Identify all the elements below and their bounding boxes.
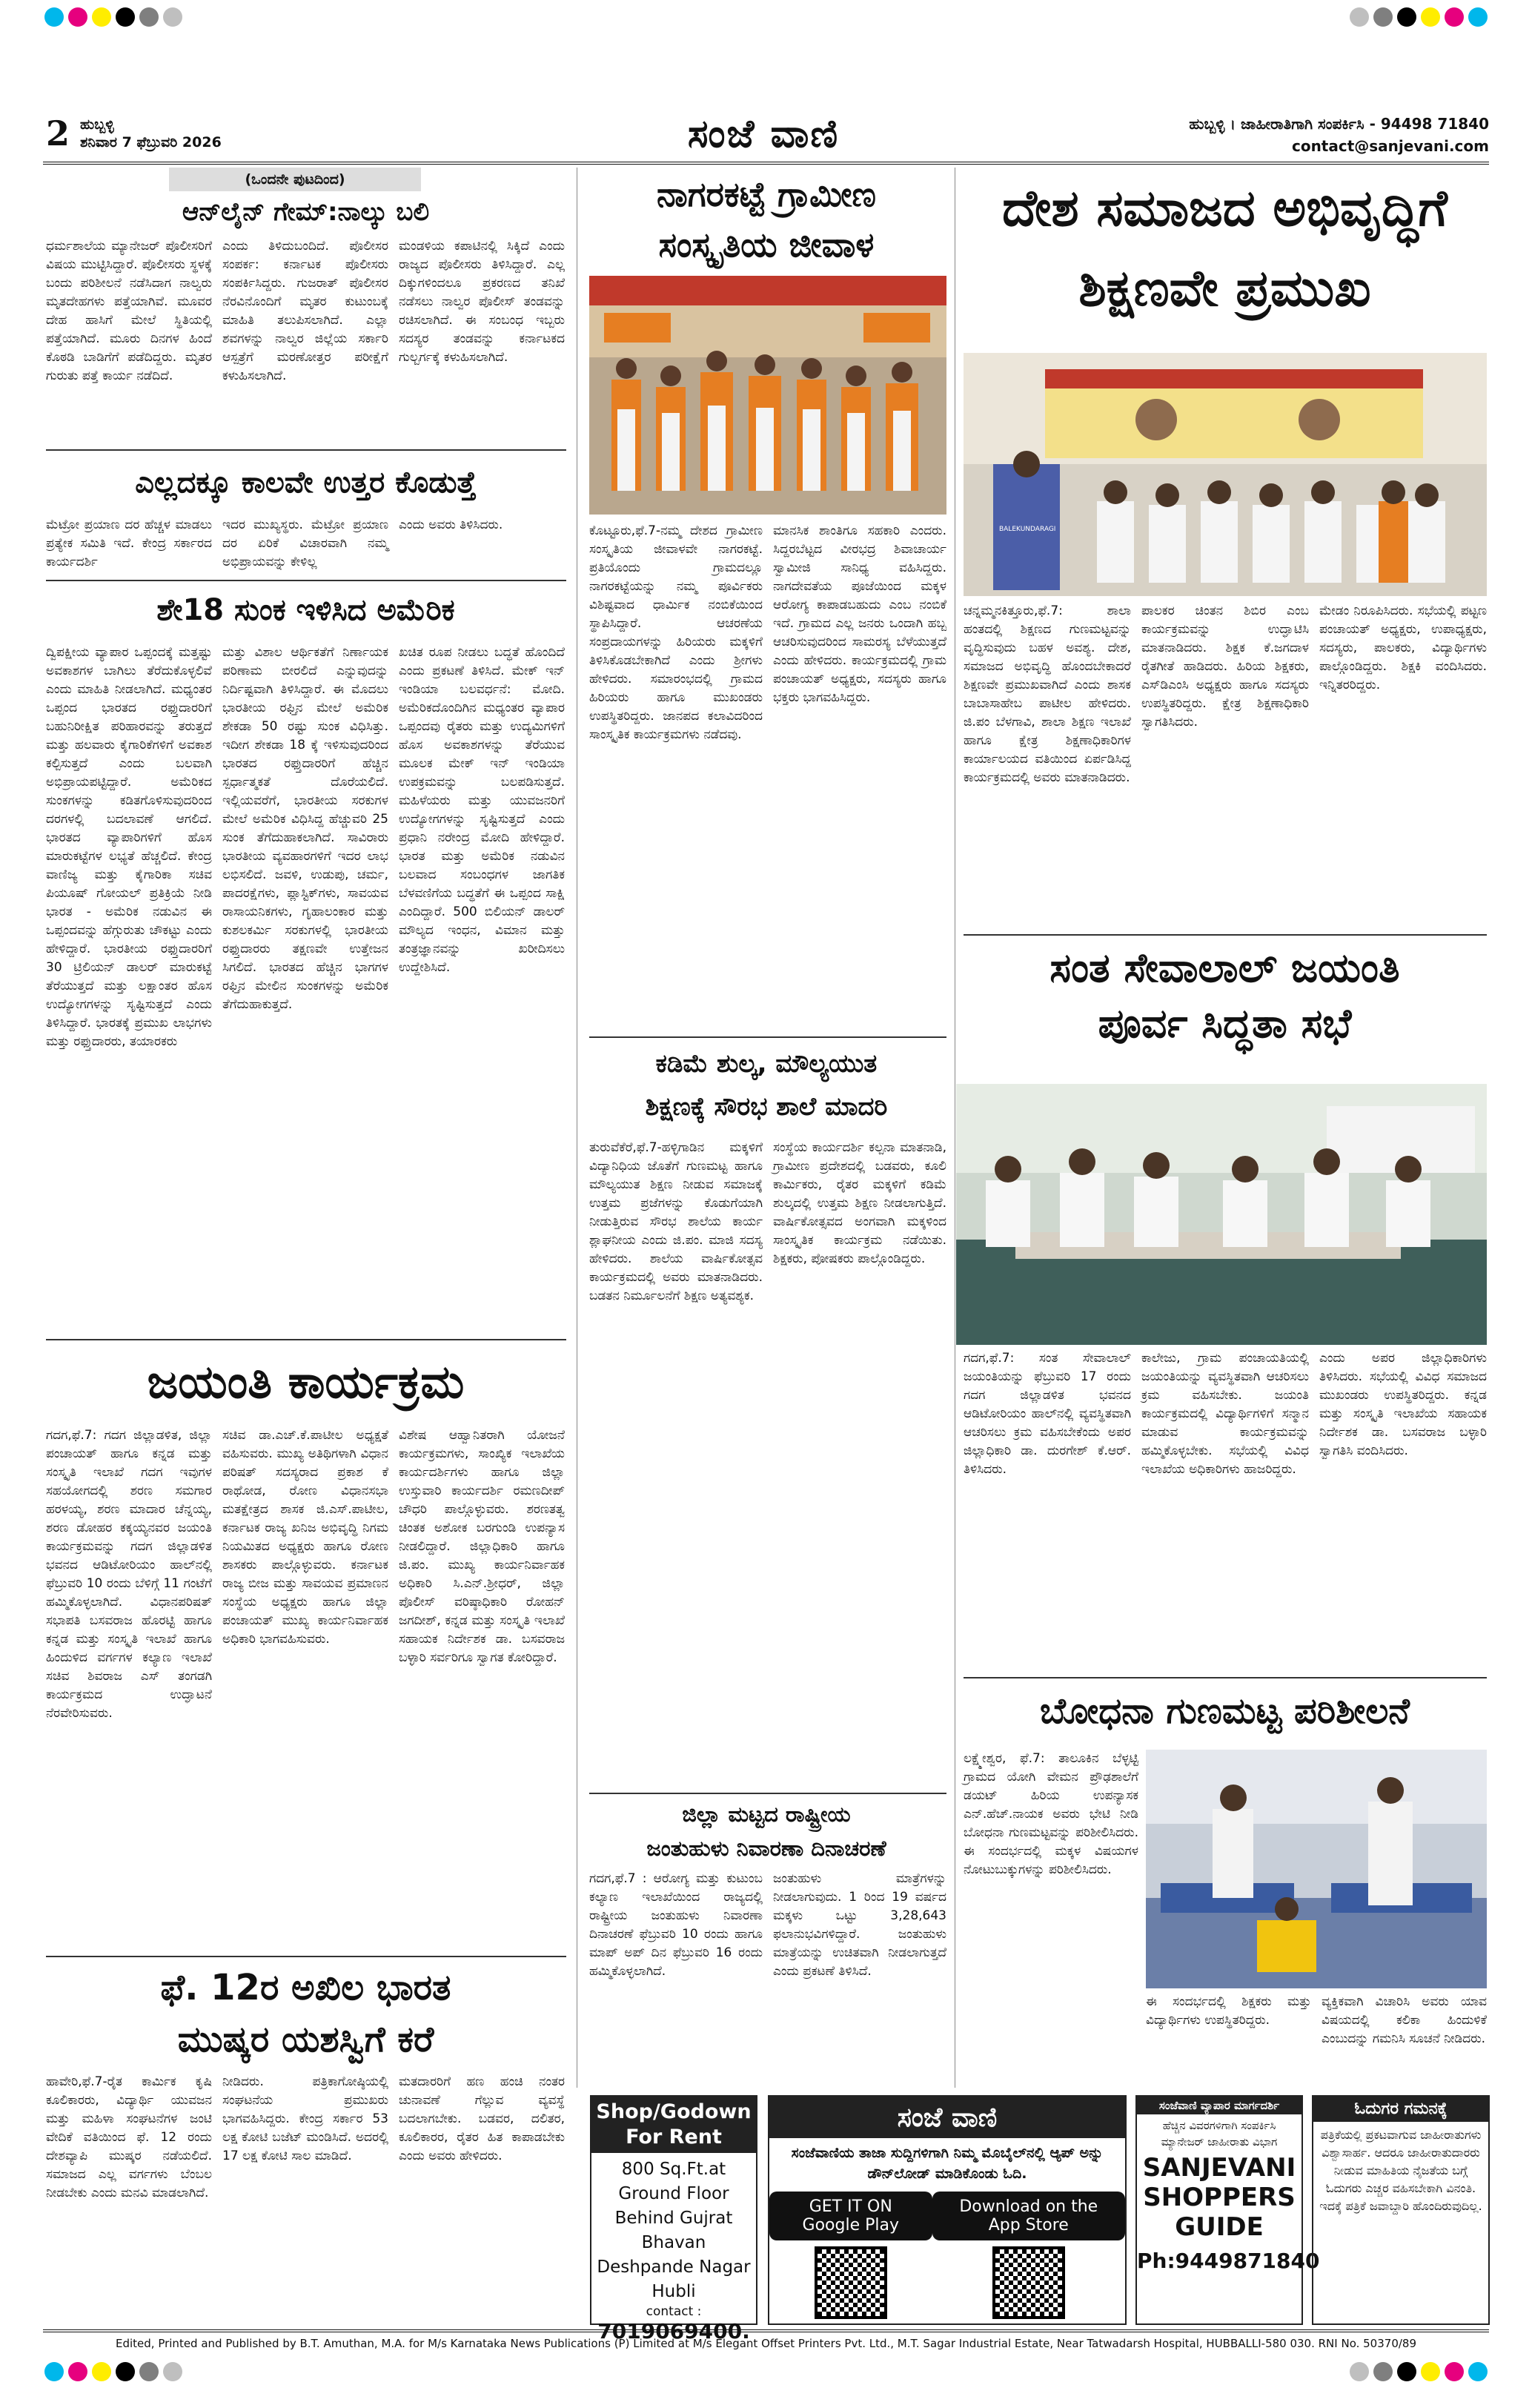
ad-shop-title: Shop/Godown For Rent [591,2097,756,2153]
article-column: ಎಂದು ಅವರು ತಿಳಿಸಿದರು. [399,517,503,532]
registration-marks-left [44,7,182,27]
ad-app-text: ಸಂಜೆವಾಣಿಯ ತಾಜಾ ಸುದ್ದಿಗಳಿಗಾಗಿ ನಿಮ್ಮ ಮೊಬೈಲ್‌ನಲ್ಲಿ ಆ್ಯಪ್ ಅನ್ನು ಡೌನ್‌ಲೋಡ್ ಮಾಡಿಕೊಂಡು ಓದಿ. [791,2145,1104,2182]
header-email[interactable]: contact@sanjevani.com [1291,137,1489,155]
headline-line: ಶಿಕ್ಷಣವೇ ಪ್ರಮುಖ [1078,259,1371,318]
header-city: ಹುಬ್ಬಳ್ಳಿ [80,116,114,133]
ad-readers-notice [1312,2095,1490,2325]
ad-app-download [768,2095,1127,2325]
ad-shoppers-title: SANJEVANI SHOPPERS GUIDE [1142,2153,1296,2242]
article-column: ಗದಗ,ಫೆ.7: ಗದಗ ಜಿಲ್ಲಾಡಳಿತ, ಜಿಲ್ಲಾ ಪಂಚಾಯತ್ ಹಾಗೂ ಕನ್ನಡ ಮತ್ತು ಸಂಸ್ಕೃತಿ ಇಲಾಖೆ ಗದಗ ಇವುಗಳ ಸಹಯೋಗದಲ್ಲಿ ಶರಣ ಸಮಗಾರ ಹರಳಯ್ಯ, ಶರಣ ಮಾದಾರ ಚೆನ್ನಯ್ಯ, ಶರಣ ಡೋಹರ ಕಕ್ಕಯ್ಯನವರ ಜಯಂತಿ ಕಾರ್ಯಕ್ರಮವನ್ನು ಗದಗ ಜಿಲ್ಲಾಡಳಿತ ಭವನದ ಆಡಿಟೋರಿಯಂ ಹಾಲ್‌ನಲ್ಲಿ ಫೆಬ್ರುವರಿ 10 ರಂದು ಬೆಳಿಗ್ಗೆ 11 ಗಂಟೆಗೆ ಹಮ್ಮಿಕೊಳ್ಳಲಾಗಿದೆ. ವಿಧಾನಪರಿಷತ್ ಸಭಾಪತಿ ಬಸವರಾಜ ಹೊರಟ್ಟಿ ಹಾಗೂ ಕನ್ನಡ ಮತ್ತು ಸಂಸ್ಕೃತಿ ಇಲಾಖೆ ಹಾಗೂ ಹಿಂದುಳಿದ ವರ್ಗಗಳ ಕಲ್ಯಾಣ ಇಲಾಖೆ ಸಚಿವ ಶಿವರಾಜ ಎಸ್ ತಂಗಡಗಿ ಕಾರ್ಯಕ್ರಮದ ಉದ್ಘಾಟನೆ ನೆರವೇರಿಸುವರು. [46,1428,212,1721]
article-separator [46,449,566,451]
article-column: ಧರ್ಮಶಾಲೆಯ ಮ್ಯಾನೇಜರ್ ಪೊಲೀಸರಿಗೆ ವಿಷಯ ಮುಟ್ಟಿಸಿದ್ದಾರೆ. ಪೊಲೀಸರು ಸ್ಥಳಕ್ಕೆ ಬಂದು ಪರಿಶೀಲನೆ ನಡೆಸಿದಾಗ ನಾಲ್ವರು ಮೃತದೇಹಗಳು ಪತ್ತೆಯಾಗಿವೆ. ಮೂವರ ದೇಹ ಹಾಸಿಗೆ ಮೇಲೆ ಸ್ಥಿತಿಯಲ್ಲಿ ಪತ್ತೆಯಾಗಿದೆ. ಮೂರು ದಿನಗಳ ಹಿಂದೆ ಕೊಠಡಿ ಬಾಡಿಗೆಗೆ ಪಡೆದಿದ್ದರು. ಮೃತರ ಗುರುತು ಪತ್ತೆ ಕಾರ್ಯ ನಡೆದಿದೆ. [46,239,212,383]
google-play-badge[interactable]: GET IT ON Google Play [769,2192,932,2240]
ad-shop-for-rent [590,2095,757,2344]
article-column: ಖಚಿತ ರೂಪ ನೀಡಲು ಬದ್ಧತೆ ಹೊಂದಿದೆ ಎಂದು ಪ್ರಕಟಣೆ ತಿಳಿಸಿದೆ. ಮೇಕ್ ಇನ್ ಇಂಡಿಯಾ ಬಲವರ್ಧನೆ: ಮೋದಿ. ಅಮೆರಿಕದೊಂದಿಗಿನ ಮಧ್ಯಂತರ ವ್ಯಾಪಾರ ಒಪ್ಪಂದವು ರೈತರು ಮತ್ತು ಉದ್ಯಮಿಗಳಿಗೆ ಹೊಸ ಅವಕಾಶಗಳನ್ನು ತೆರೆಯುವ ಮೂಲಕ ಮೇಕ್ ಇನ್ ಇಂಡಿಯಾ ಉಪಕ್ರಮವನ್ನು ಬಲಪಡಿಸುತ್ತದೆ. ಮಹಿಳೆಯರು ಮತ್ತು ಯುವಜನರಿಗೆ ಉದ್ಯೋಗಗಳನ್ನು ಸೃಷ್ಟಿಸುತ್ತದೆ ಎಂದು ಪ್ರಧಾನಿ ನರೇಂದ್ರ ಮೋದಿ ಹೇಳಿದ್ದಾರೆ. ಭಾರತ ಮತ್ತು ಅಮೆರಿಕ ನಡುವಿನ ಬಲವಾದ ಸಂಬಂಧಗಳ ಜಾಗತಿಕ ಬೆಳವಣಿಗೆಯ ಬದ್ಧತೆಗೆ ಈ ಒಪ್ಪಂದ ಸಾಕ್ಷಿ ಎಂದಿದ್ದಾರೆ. 500 ಬಿಲಿಯನ್ ಡಾಲರ್ ಮೌಲ್ಯದ ಇಂಧನ, ವಿಮಾನ ಮತ್ತು ತಂತ್ರಜ್ಞಾನವನ್ನು ಖರೀದಿಸಲು ಉದ್ದೇಶಿಸಿದೆ. [399,645,565,975]
headline-tariff-cut: ಶೇ18 ಸುಂಕ ಇಳಿಸಿದ ಅಮೆರಿಕ [156,593,455,627]
headline-jayanti-program: ಜಯಂತಿ ಕಾರ್ಯಕ್ರಮ [147,1354,465,1409]
ad-shoppers-guide [1135,2095,1320,2325]
headline-strike-call [44,1962,567,2065]
qr-code-icon [992,2246,1065,2319]
article-column: ತುರುವೆಕೆರೆ,ಫೆ.7-ಹಳ್ಳಿಗಾಡಿನ ಮಕ್ಕಳಿಗೆ ವಿದ್ಯಾನಿಧಿಯ ಜೊತೆಗೆ ಗುಣಮಟ್ಟ ಹಾಗೂ ಮೌಲ್ಯಯುತ ಶಿಕ್ಷಣ ನೀಡುವ ಸಮಾಜಕ್ಕೆ ಉತ್ತಮ ಪ್ರಜೆಗಳನ್ನು ಕೊಡುಗೆಯಾಗಿ ನೀಡುತ್ತಿರುವ ಸೌರಭ ಶಾಲೆಯ ಕಾರ್ಯ ಶ್ಲಾಘನೀಯ ಎಂದು ಜಿ.ಪಂ. ಮಾಜಿ ಸದಸ್ಯ ಹೇಳಿದರು. ಶಾಲೆಯ ವಾರ್ಷಿಕೋತ್ಸವ ಕಾರ್ಯಕ್ರಮದಲ್ಲಿ ಅವರು ಮಾತನಾಡಿದರು. ಬಡತನ ನಿರ್ಮೂಲನೆಗೆ ಶಿಕ್ಷಣ ಅತ್ಯವಶ್ಯಕ. [589,1140,763,1303]
header-rule [43,162,1489,165]
article-separator [589,1036,946,1038]
article-saurabha-school [589,1139,946,1788]
headline-time-answers: ಎಲ್ಲದಕ್ಕೂ ಕಾಲವೇ ಉತ್ತರ ಕೊಡುತ್ತೆ [135,466,477,500]
headline-line: ನಾಗರಕಟ್ಟೆ ಗ್ರಾಮೀಣ [656,174,877,214]
article-time-answers [46,516,565,572]
article-sevalal-jayanti [964,1349,1487,1676]
article-column: ಮಾನಸಿಕ ಶಾಂತಿಗೂ ಸಹಕಾರಿ ಎಂದರು. ಸಿದ್ದರಬೆಟ್ಟದ ವೀರಭದ್ರ ಶಿವಾಚಾರ್ಯ ಸ್ವಾಮೀಜಿ ಸಾನಿಧ್ಯ ವಹಿಸಿದ್ದರು. ನಾಗದೇವತೆಯ ಪೂಜೆಯಿಂದ ಮಕ್ಕಳ ಆರೋಗ್ಯ ಕಾಪಾಡಬಹುದು ಎಂಬ ನಂಬಿಕೆ ಇದೆ. ಗ್ರಾಮದ ಎಲ್ಲ ಜನರು ಒಂದಾಗಿ ಹಬ್ಬ ಆಚರಿಸುವುದರಿಂದ ಸಾಮರಸ್ಯ ಬೆಳೆಯುತ್ತದೆ ಎಂದು ಹೇಳಿದರು. ಕಾರ್ಯಕ್ರಮದಲ್ಲಿ ಗ್ರಾಮ ಪಂಚಾಯತ್ ಅಧ್ಯಕ್ಷರು, ಸದಸ್ಯರು ಹಾಗೂ ಭಕ್ತರು ಭಾಗವಹಿಸಿದ್ದರು. [773,523,946,705]
article-column: ದ್ವಿಪಕ್ಷೀಯ ವ್ಯಾಪಾರ ಒಪ್ಪಂದಕ್ಕೆ ಮತ್ತಷ್ಟು ಅವಕಾಶಗಳ ಬಾಗಿಲು ತೆರೆದುಕೊಳ್ಳಲಿವೆ ಎಂದು ಮಾಹಿತಿ ನೀಡಲಾಗಿದೆ. ಮಧ್ಯಂತರ ಒಪ್ಪಂದ ಭಾರತದ ರಫ್ತುದಾರರಿಗೆ ಬಹುನಿರೀಕ್ಷಿತ ಪರಿಹಾರವನ್ನು ತರುತ್ತದೆ ಮತ್ತು ಹಲವಾರು ಕೈಗಾರಿಕೆಗಳಿಗೆ ಅವಕಾಶ ಕಲ್ಪಿಸುತ್ತದೆ ಎಂದು ಬಲವಾಗಿ ಅಭಿಪ್ರಾಯಪಟ್ಟಿದ್ದಾರೆ. ಅಮೆರಿಕದ ಸುಂಕಗಳನ್ನು ಕಡಿತಗೊಳಿಸುವುದರಿಂದ ದರಗಳಲ್ಲಿ ಬದಲಾವಣೆ ಆಗಲಿದೆ. ಭಾರತದ ವ್ಯಾಪಾರಿಗಳಿಗೆ ಹೊಸ ಮಾರುಕಟ್ಟೆಗಳ ಲಭ್ಯತೆ ಹೆಚ್ಚಲಿದೆ. ಕೇಂದ್ರ ವಾಣಿಜ್ಯ ಮತ್ತು ಕೈಗಾರಿಕಾ ಸಚಿವ ಪಿಯೂಷ್ ಗೋಯಲ್ ಪ್ರತಿಕ್ರಿಯೆ ನೀಡಿ ಭಾರತ - ಅಮೆರಿಕ ನಡುವಿನ ಈ ಒಪ್ಪಂದವನ್ನು ಹೆಗ್ಗುರುತು ಚೌಕಟ್ಟು ಎಂದು ಹೇಳಿದ್ದಾರೆ. ಭಾರತೀಯ ರಫ್ತುದಾರರಿಗೆ 30 ಟ್ರಿಲಿಯನ್ ಡಾಲರ್ ಮಾರುಕಟ್ಟೆ ತೆರೆಯುತ್ತದೆ ಮತ್ತು ಲಕ್ಷಾಂತರ ಹೊಸ ಉದ್ಯೋಗಗಳನ್ನು ಸೃಷ್ಟಿಸುತ್ತದೆ ಎಂದು ತಿಳಿಸಿದ್ದಾರೆ. ಭಾರತಕ್ಕೆ ಪ್ರಮುಖ ಲಾಭಗಳು ಮತ್ತು ರಫ್ತುದಾರರು, ತಯಾರಕರು [46,645,212,1049]
ad-shop-phone[interactable]: 7019069400. [597,2319,750,2344]
headline-line: ಜಂತುಹುಳು ನಿವಾರಣಾ ದಿನಾಚರಣೆ [646,1836,886,1861]
ad-shop-contact-label: contact : [646,2304,702,2319]
article-nagarakatte [589,522,946,1019]
article-column: ಮೇಡಂ ನಿರೂಪಿಸಿದರು. ಸಭೆಯಲ್ಲಿ ಪಟ್ಟಣ ಪಂಚಾಯತ್ ಅಧ್ಯಕ್ಷರು, ಉಪಾಧ್ಯಕ್ಷರು, ಸದಸ್ಯರು, ಪಾಲಕರು, ವಿದ್ಯಾರ್ಥಿಗಳು ಪಾಲ್ಗೊಂಡಿದ್ದರು. ಶಿಕ್ಷಕಿ ವಂದಿಸಿದರು. ಇನ್ನಿತರರಿದ್ದರು. [1319,603,1487,692]
article-separator [964,1677,1487,1678]
qr-code-icon [815,2246,887,2319]
article-column: ಗದಗ,ಫೆ.7: ಸಂತ ಸೇವಾಲಾಲ್ ಜಯಂತಿಯನ್ನು ಫೆಬ್ರುವರಿ 17 ರಂದು ಗದಗ ಜಿಲ್ಲಾಡಳಿತ ಭವನದ ಆಡಿಟೋರಿಯಂ ಹಾಲ್‌ನಲ್ಲಿ ವ್ಯವಸ್ಥಿತವಾಗಿ ಆಚರಿಸಲು ಕ್ರಮ ವಹಿಸಬೇಕೆಂದು ಅಪರ ಜಿಲ್ಲಾಧಿಕಾರಿ ಡಾ. ದುರಗೇಶ್ ಕೆ.ಆರ್. ತಿಳಿಸಿದರು. [964,1351,1131,1477]
article-column: ಹಾವೇರಿ,ಫೆ.7-ರೈತ ಕಾರ್ಮಿಕ ಕೃಷಿ ಕೂಲಿಕಾರರು, ವಿದ್ಯಾರ್ಥಿ ಯುವಜನ ಮತ್ತು ಮಹಿಳಾ ಸಂಘಟನೆಗಳ ಜಂಟಿ ವೇದಿಕೆ ವತಿಯಿಂದ ಫೆ. 12 ರಂದು ದೇಶವ್ಯಾಪಿ ಮುಷ್ಕರ ನಡೆಯಲಿದೆ. ಸಮಾಜದ ಎಲ್ಲ ವರ್ಗಗಳು ಬೆಂಬಲ ನೀಡಬೇಕು ಎಂದು ಮನವಿ ಮಾಡಲಾಗಿದೆ. [46,2074,212,2200]
headline-sevalal-jayanti [964,940,1486,1051]
headline-line: ಜಿಲ್ಲಾ ಮಟ್ಟದ ರಾಷ್ಟ್ರೀಯ [682,1802,851,1827]
page-header-left [46,111,222,156]
article-separator [46,580,566,581]
article-separator [46,1339,566,1340]
headline-online-game: ಆನ್‌ಲೈನ್ ಗೇಮ್:ನಾಲ್ಕು ಬಲಿ [182,197,430,227]
app-store-badge[interactable]: Download on the App Store [932,2192,1125,2240]
article-column: ಲಕ್ಷ್ಮೇಶ್ವರ, ಫೆ.7: ತಾಲೂಕಿನ ಬೆಳ್ಳಟ್ಟಿ ಗ್ರಾಮದ ಯೋಗಿ ವೇಮನ ಪ್ರೌಢಶಾಲೆಗೆ ಡಯಟ್ ಹಿರಿಯ ಉಪನ್ಯಾಸಕ ಎನ್.ಹೆಚ್.ನಾಯಕ ಅವರು ಭೇಟಿ ನೀಡಿ ಬೋಧನಾ ಗುಣಮಟ್ಟವನ್ನು ಪರಿಶೀಲಿಸಿದರು. ಈ ಸಂದರ್ಭದಲ್ಲಿ ಮಕ್ಕಳ ವಿಷಯಗಳ ನೋಟುಬುಕ್ಕುಗಳನ್ನು ಪರಿಶೀಲಿಸಿದರು. [964,1751,1138,1877]
article-teaching-quality [964,1750,1138,1987]
article-strike-call [46,2073,565,2303]
article-separator [46,1956,566,1957]
article-column: ಮೆಟ್ರೋ ಪ್ರಯಾಣ ದರ ಹೆಚ್ಚಳ ಮಾಡಲು ಪ್ರತ್ಯೇಕ ಸಮಿತಿ ಇದೆ. ಕೇಂದ್ರ ಸರ್ಕಾರದ ಕಾರ್ಯದರ್ಶಿ [46,517,212,569]
page-header-right [1189,113,1489,157]
headline-line: ಸಂತ ಸೇವಾಲಾಲ್ ಜಯಂತಿ [1049,945,1400,991]
meeting-photo-sevalal [956,1084,1487,1345]
article-column: ಸಂಸ್ಥೆಯ ಕಾರ್ಯದರ್ಶಿ ಕಲ್ಪನಾ ಮಾತನಾಡಿ, ಗ್ರಾಮೀಣ ಪ್ರದೇಶದಲ್ಲಿ ಬಡವರು, ಕೂಲಿ ಕಾರ್ಮಿಕರು, ರೈತರ ಮಕ್ಕಳಿಗೆ ಕಡಿಮೆ ಶುಲ್ಕದಲ್ಲಿ ಉತ್ತಮ ಶಿಕ್ಷಣ ನೀಡಲಾಗುತ್ತಿದೆ. ವಾರ್ಷಿಕೋತ್ಸವದ ಅಂಗವಾಗಿ ಮಕ್ಕಳಿಂದ ಸಾಂಸ್ಕೃತಿಕ ಕಾರ್ಯಕ್ರಮ ನಡೆಯಿತು. ಶಿಕ್ಷಕರು, ಪೋಷಕರು ಪಾಲ್ಗೊಂಡಿದ್ದರು. [773,1140,946,1266]
article-column: ಗದಗ,ಫೆ.7 : ಆರೋಗ್ಯ ಮತ್ತು ಕುಟುಂಬ ಕಲ್ಯಾಣ ಇಲಾಖೆಯಿಂದ ರಾಜ್ಯದಲ್ಲಿ ರಾಷ್ಟ್ರೀಯ ಜಂತುಹುಳು ನಿವಾರಣಾ ದಿನಾಚರಣೆ ಫೆಬ್ರುವರಿ 10 ರಂದು ಹಾಗೂ ಮಾಪ್ ಅಪ್ ದಿನ ಫೆಬ್ರುವರಿ 16 ರಂದು ಹಮ್ಮಿಕೊಳ್ಳಲಾಗಿದೆ. [589,1871,763,1979]
headline-teaching-quality: ಬೋಧನಾ ಗುಣಮಟ್ಟ ಪರಿಶೀಲನೆ [1040,1690,1410,1732]
ad-app-logo: ಸಂಜೆ ವಾಣಿ [769,2097,1125,2138]
article-teaching-quality-captions [1146,1993,1487,2086]
registration-marks-right [1350,7,1488,27]
headline-line: ಪೂರ್ವ ಸಿದ್ಧತಾ ಸಭೆ [1098,1000,1352,1047]
article-column: ಇದರ ಮುಖ್ಯಸ್ಥರು. ಮೆಟ್ರೋ ಪ್ರಯಾಣ ದರ ಏರಿಕೆ ವಿಚಾರವಾಗಿ ನಮ್ಮ ಅಭಿಪ್ರಾಯವನ್ನು ಕೇಳಿಲ್ಲ [222,517,388,569]
headline-line: ದೇಶ ಸಮಾಜದ ಅಭಿವೃದ್ಧಿಗೆ [1002,179,1448,238]
article-column: ಮತ್ತು ವಿಶಾಲ ಆರ್ಥಿಕತೆಗೆ ನಿರ್ಣಾಯಕ ಪರಿಣಾಮ ಬೀರಲಿದೆ ಎನ್ನುವುದನ್ನು ನಿರ್ದಿಷ್ಟವಾಗಿ ತಿಳಿಸಿದ್ದಾರೆ. ಈ ಮೊದಲು ಭಾರತೀಯ ರಫ್ತಿನ ಮೇಲೆ ಅಮೆರಿಕ ಶೇಕಡಾ 50 ರಷ್ಟು ಸುಂಕ ವಿಧಿಸಿತ್ತು. ಇದೀಗ ಶೇಕಡಾ 18 ಕ್ಕೆ ಇಳಿಸುವುದರಿಂದ ಭಾರತದ ರಫ್ತುದಾರರಿಗೆ ಹೆಚ್ಚಿನ ಸ್ಪರ್ಧಾತ್ಮಕತೆ ದೊರೆಯಲಿದೆ. ಇಲ್ಲಿಯವರೆಗೆ, ಭಾರತೀಯ ಸರಕುಗಳ ಮೇಲೆ ಅಮೆರಿಕ ವಿಧಿಸಿದ್ದ ಹೆಚ್ಚುವರಿ 25 ಸುಂಕ ತೆಗೆದುಹಾಕಲಾಗಿದೆ. ಸಾವಿರಾರು ಭಾರತೀಯ ವ್ಯವಹಾರಗಳಿಗೆ ಇದರ ಲಾಭ ಲಭಿಸಲಿದೆ. ಜವಳಿ, ಉಡುಪು, ಚರ್ಮ, ಪಾದರಕ್ಷೆಗಳು, ಪ್ಲಾಸ್ಟಿಕ್‌ಗಳು, ಸಾವಯವ ರಾಸಾಯನಿಕಗಳು, ಗೃಹಾಲಂಕಾರ ಮತ್ತು ಕುಶಲಕರ್ಮಿ ಸರಕುಗಳಲ್ಲಿ ಭಾರತೀಯ ರಫ್ತುದಾರರು ತಕ್ಷಣವೇ ಉತ್ತೇಜನ ಸಿಗಲಿದೆ. ಭಾರತದ ಹೆಚ್ಚಿನ ಭಾಗಗಳ ರಫ್ತಿನ ಮೇಲಿನ ಸುಂಕಗಳನ್ನು ಅಮೆರಿಕ ತೆಗೆದುಹಾಕುತ್ತದೆ. [222,645,388,1012]
headline-deworming-day [586,1797,947,1865]
event-photo-education [964,353,1487,596]
article-column: ಜಂತುಹುಳು ಮಾತ್ರೆಗಳನ್ನು ನೀಡಲಾಗುವುದು. 1 ರಿಂದ 19 ವರ್ಷದ ಮಕ್ಕಳು ಒಟ್ಟು 3,28,643 ಫಲಾನುಭವಿಗಳಿದ್ದಾರೆ. ಜಂತುಹುಳು ಮಾತ್ರೆಯನ್ನು ಉಚಿತವಾಗಿ ನೀಡಲಾಗುತ್ತದೆ ಎಂದು ಪ್ರಕಟಣೆ ತಿಳಿಸಿದೆ. [773,1871,946,1979]
article-column: ಕೊಟ್ಟೂರು,ಫೆ.7-ನಮ್ಮ ದೇಶದ ಗ್ರಾಮೀಣ ಸಂಸ್ಕೃತಿಯ ಜೀವಾಳವೇ ನಾಗರಕಟ್ಟೆ. ಪ್ರತಿಯೊಂದು ಗ್ರಾಮದಲ್ಲೂ ನಾಗರಕಟ್ಟೆಯನ್ನು ನಮ್ಮ ಪೂರ್ವಿಕರು ವಿಶಿಷ್ಟವಾದ ಧಾರ್ಮಿಕ ನಂಬಿಕೆಯಿಂದ ಸ್ಥಾಪಿಸಿದ್ದಾರೆ. ಆಚರಣೆಯ ಸಂಪ್ರದಾಯಗಳನ್ನು ಹಿರಿಯರು ಮಕ್ಕಳಿಗೆ ತಿಳಿಸಿಕೊಡಬೇಕಾಗಿದೆ ಎಂದು ಶ್ರೀಗಳು ಹೇಳಿದರು. ಸಮಾರಂಭದಲ್ಲಿ ಗ್ರಾಮದ ಹಿರಿಯರು ಹಾಗೂ ಮುಖಂಡರು ಉಪಸ್ಥಿತರಿದ್ದರು. ಜಾನಪದ ಕಲಾವಿದರಿಂದ ಸಾಂಸ್ಕೃತಿಕ ಕಾರ್ಯಕ್ರಮಗಳು ನಡೆದವು. [589,523,763,742]
article-tariff-cut [46,644,565,1326]
masthead: ಸಂಜೆ ವಾಣಿ [687,111,840,156]
headline-line: ಸಂಸ್ಕೃತಿಯ ಜೀವಾಳ [658,225,875,265]
article-column: ನೀಡಿದರು. ಪತ್ರಿಕಾಗೋಷ್ಠಿಯಲ್ಲಿ ಸಂಘಟನೆಯ ಪ್ರಮುಖರು ಭಾಗವಹಿಸಿದ್ದರು. ಕೇಂದ್ರ ಸರ್ಕಾರ 53 ಲಕ್ಷ ಕೋಟಿ ಬಜೆಟ್ ಮಂಡಿಸಿದೆ. ಅದರಲ್ಲಿ 17 ಲಕ್ಷ ಕೋಟಿ ಸಾಲ ಮಾಡಿದೆ. [222,2074,388,2163]
ad-shoppers-line1: ಸಂಜೆವಾಣಿ ವ್ಯಾಪಾರ ಮಾರ್ಗದರ್ಶಿ [1137,2097,1301,2114]
classroom-photo [1146,1750,1487,1988]
page-number: 2 [46,113,70,153]
article-column: ವಿಶೇಷ ಆಹ್ವಾನಿತರಾಗಿ ಯೋಜನೆ ಕಾರ್ಯಕ್ರಮಗಳು, ಸಾಂಖ್ಯಿಕ ಇಲಾಖೆಯ ಕಾರ್ಯದರ್ಶಿಗಳು ಹಾಗೂ ಜಿಲ್ಲಾ ಉಸ್ತುವಾರಿ ಕಾರ್ಯದರ್ಶಿ ರಮಣದೀಪ್ ಚೌಧರಿ ಪಾಲ್ಗೊಳ್ಳುವರು. ಶರಣತತ್ವ ಚಿಂತಕ ಅಶೋಕ ಬರಗುಂಡಿ ಉಪನ್ಯಾಸ ನೀಡಲಿದ್ದಾರೆ. ಜಿಲ್ಲಾಧಿಕಾರಿ ಹಾಗೂ ಜಿ.ಪಂ. ಮುಖ್ಯ ಕಾರ್ಯನಿರ್ವಾಹಕ ಅಧಿಕಾರಿ ಸಿ.ಎನ್.ಶ್ರೀಧರ್, ಜಿಲ್ಲಾ ಪೊಲೀಸ್ ವರಿಷ್ಠಾಧಿಕಾರಿ ರೋಹನ್ ಜಗದೀಶ್, ಕನ್ನಡ ಮತ್ತು ಸಂಸ್ಕೃತಿ ಇಲಾಖೆ ಸಹಾಯಕ ನಿರ್ದೇಶಕ ಡಾ. ಬಸವರಾಜ ಬಳ್ಳಾರಿ ಸರ್ವರಿಗೂ ಸ್ವಾಗತ ಕೋರಿದ್ದಾರೆ. [399,1428,565,1665]
ad-shoppers-line2: ಹೆಚ್ಚಿನ ವಿವರಗಳಿಗಾಗಿ ಸಂಪರ್ಕಿಸಿ ಮ್ಯಾನೇಜರ್ ಜಾಹೀರಾತು ವಿಭಾಗ [1161,2119,1278,2149]
article-column: ಚನ್ನಮ್ಮನಕಿತ್ತೂರು,ಫೆ.7: ಶಾಲಾ ಹಂತದಲ್ಲಿ ಶಿಕ್ಷಣದ ಗುಣಮಟ್ಟವನ್ನು ವೃದ್ಧಿಸುವುದು ಬಹಳ ಅವಶ್ಯ. ದೇಶ, ಸಮಾಜದ ಅಭಿವೃದ್ಧಿ ಹೊಂದಬೇಕಾದರೆ ಶಿಕ್ಷಣವೇ ಪ್ರಮುಖವಾಗಿದೆ ಎಂದು ಶಾಸಕ ಬಾಬಾಸಾಹೇಬ ಪಾಟೀಲ ಹೇಳಿದರು. ಜಿ.ಪಂ ಬೆಳಗಾವಿ, ಶಾಲಾ ಶಿಕ್ಷಣ ಇಲಾಖೆ ಹಾಗೂ ಕ್ಷೇತ್ರ ಶಿಕ್ಷಣಾಧಿಕಾರಿಗಳ ಕಾರ್ಯಾಲಯದ ವತಿಯಿಂದ ಏರ್ಪಡಿಸಿದ್ದ ಕಾರ್ಯಕ್ರಮದಲ್ಲಿ ಅವರು ಮಾತನಾಡಿದರು. [964,603,1131,785]
headline-line: ಶಿಕ್ಷಣಕ್ಕೆ ಸೌರಭ ಶಾಲೆ ಮಾದರಿ [645,1092,888,1122]
header-ad-contact: ಹುಬ್ಬಳ್ಳಿ । ಜಾಹೀರಾತಿಗಾಗಿ ಸಂಪರ್ಕಿಸಿ - 94498 71840 [1189,115,1489,133]
ad-shop-body: 800 Sq.Ft.at Ground Floor Behind Gujrat Bhavan Deshpande Nagar Hubli [597,2160,751,2301]
article-column: ಪಾಲಕರ ಚಿಂತನ ಶಿಬಿರ ಎಂಬ ಕಾರ್ಯಕ್ರಮವನ್ನು ಉದ್ಘಾಟಿಸಿ ಮಾತನಾಡಿದರು. ಶಿಕ್ಷಕ ಕೆ.ಜಗದಾಳ ರೈತಗೀತೆ ಹಾಡಿದರು. ಹಿರಿಯ ಶಿಕ್ಷಕರು, ಎಸ್‌ಡಿಎಂಸಿ ಅಧ್ಯಕ್ಷರು ಹಾಗೂ ಸದಸ್ಯರು ಉಪಸ್ಥಿತರಿದ್ದರು. ಕ್ಷೇತ್ರ ಶಿಕ್ಷಣಾಧಿಕಾರಿ ಸ್ವಾಗತಿಸಿದರು. [1141,603,1309,730]
headline-line: ಫೆ. 12ರ ಅಖಿಲ ಭಾರತ [160,1967,451,2008]
headline-saurabha-school [586,1042,947,1131]
article-column: ಸಚಿವ ಡಾ.ಎಚ್.ಕೆ.ಪಾಟೀಲ ಅಧ್ಯಕ್ಷತೆ ವಹಿಸುವರು. ಮುಖ್ಯ ಅತಿಥಿಗಳಾಗಿ ವಿಧಾನ ಪರಿಷತ್ ಸದಸ್ಯರಾದ ಪ್ರಕಾಶ ಕೆ ರಾಥೋಡ, ರೋಣ ವಿಧಾನಸಭಾ ಮತಕ್ಷೇತ್ರದ ಶಾಸಕ ಜಿ.ಎಸ್.ಪಾಟೀಲ, ಕರ್ನಾಟಕ ರಾಜ್ಯ ಖನಿಜ ಅಭಿವೃದ್ಧಿ ನಿಗಮ ನಿಯಮಿತದ ಅಧ್ಯಕ್ಷರು ಹಾಗೂ ರೋಣ ಶಾಸಕರು ಪಾಲ್ಗೊಳ್ಳುವರು. ಕರ್ನಾಟಕ ರಾಜ್ಯ ಬೀಜ ಮತ್ತು ಸಾವಯವ ಪ್ರಮಾಣನ ಸಂಸ್ಥೆಯ ಅಧ್ಯಕ್ಷರು ಹಾಗೂ ಜಿಲ್ಲಾ ಪಂಚಾಯತ್ ಮುಖ್ಯ ಕಾರ್ಯನಿರ್ವಾಹಕ ಅಧಿಕಾರಿ ಭಾಗವಹಿಸುವರು. [222,1428,388,1647]
event-photo-nagarakatte [589,276,946,515]
ad-notice-title: ಓದುಗರ ಗಮನಕ್ಕೆ [1313,2097,1488,2122]
article-column: ಎಂದು ಅಪರ ಜಿಲ್ಲಾಧಿಕಾರಿಗಳು ತಿಳಿಸಿದರು. ಸಭೆಯಲ್ಲಿ ವಿವಿಧ ಸಮಾಜದ ಮುಖಂಡರು ಉಪಸ್ಥಿತರಿದ್ದರು. ಕನ್ನಡ ಮತ್ತು ಸಂಸ್ಕೃತಿ ಇಲಾಖೆಯ ಸಹಾಯಕ ನಿರ್ದೇಶಕ ಡಾ. ಬಸವರಾಜ ಬಳ್ಳಾರಿ ಸ್ವಾಗತಿಸಿ ವಂದಿಸಿದರು. [1319,1351,1487,1458]
article-column: ಎಂದು ತಿಳಿದುಬಂದಿದೆ. ಪೊಲೀಸರ ಸಂಪರ್ಕ: ಕರ್ನಾಟಕ ಪೊಲೀಸರು ಸಂಪರ್ಕಿಸಿದ್ದರು. ಗುಜರಾತ್ ಪೊಲೀಸರ ನೆರವಿನೊಂದಿಗೆ ಮೃತರ ಕುಟುಂಬಕ್ಕೆ ಮಾಹಿತಿ ತಲುಪಿಸಲಾಗಿದೆ. ಎಲ್ಲಾ ಶವಗಳನ್ನು ನಾಲ್ವರ ಜಿಲ್ಲೆಯ ಸರ್ಕಾರಿ ಆಸ್ಪತ್ರೆಗೆ ಮರಣೋತ್ತರ ಪರೀಕ್ಷೆಗೆ ಕಳುಹಿಸಲಾಗಿದೆ. [222,239,388,383]
headline-education-key [964,169,1486,329]
footer-imprint: Edited, Printed and Published by B.T. Amuthan, M.A. for M/s Karnataka News Publications (P) Limited at M/s Elegant Offset Printers Pvt. Ltd., M.T. Sagar Industrial Estate, Near Tatwadarsh Hospital, HUBBALLI-580 030. RNI No. 50370/89 [115,2337,1416,2350]
continued-label: (ಒಂದನೇ ಪುಟದಿಂದ) [169,168,421,191]
header-date: ಶನಿವಾರ 7 ಫೆಬ್ರುವರಿ 2026 [80,134,222,150]
article-separator [589,1793,946,1794]
article-column: ಮತದಾರರಿಗೆ ಹಣ ಹಂಚಿ ನಂತರ ಚುನಾವಣೆ ಗೆಲ್ಲುವ ವ್ಯವಸ್ಥೆ ಬದಲಾಗಬೇಕು. ಬಡವರ, ದಲಿತರ, ಕೂಲಿಕಾರರ, ರೈತರ ಹಿತ ಕಾಪಾಡಬೇಕು ಎಂದು ಅವರು ಹೇಳಿದರು. [399,2074,565,2163]
registration-marks-bottom-left [44,2362,182,2381]
registration-marks-bottom-right [1350,2362,1488,2381]
article-column: ವ್ಯಕ್ತಿಕವಾಗಿ ವಿಚಾರಿಸಿ ಅವರು ಯಾವ ವಿಷಯದಲ್ಲಿ ಕಲಿಕಾ ಹಿಂದುಳಿಕೆ ಎಂಬುದನ್ನು ಗಮನಿಸಿ ಸೂಚನೆ ನೀಡಿದರು. [1322,1994,1487,2046]
ad-notice-body: ಪತ್ರಿಕೆಯಲ್ಲಿ ಪ್ರಕಟವಾಗುವ ಜಾಹೀರಾತುಗಳು ವಿಶ್ವಾಸಾರ್ಹ. ಆದರೂ ಜಾಹೀರಾತುದಾರರು ನೀಡುವ ಮಾಹಿತಿಯ ನೈಜತೆಯ ಬಗ್ಗೆ ಓದುಗರು ಎಚ್ಚರ ವಹಿಸಬೇಕಾಗಿ ವಿನಂತಿ. ಇದಕ್ಕೆ ಪತ್ರಿಕೆ ಜವಾಬ್ದಾರಿ ಹೊಂದಿರುವುದಿಲ್ಲ. [1319,2128,1482,2213]
article-deworming-day [589,1870,946,2079]
headline-line: ಕಡಿಮೆ ಶುಲ್ಕ, ಮೌಲ್ಯಯುತ [655,1049,878,1079]
article-column: ಕಾಲೇಜು, ಗ್ರಾಮ ಪಂಚಾಯತಿಯಲ್ಲಿ ಜಯಂತಿಯನ್ನು ವ್ಯವಸ್ಥಿತವಾಗಿ ಆಚರಿಸಲು ಕ್ರಮ ವಹಿಸಬೇಕು. ಜಯಂತಿ ಕಾರ್ಯಕ್ರಮದಲ್ಲಿ ವಿದ್ಯಾರ್ಥಿಗಳಿಗೆ ಸನ್ಮಾನ ಮಾಡುವ ಕಾರ್ಯಕ್ರಮವನ್ನು ಹಮ್ಮಿಕೊಳ್ಳಬೇಕು. ಸಭೆಯಲ್ಲಿ ವಿವಿಧ ಇಲಾಖೆಯ ಅಧಿಕಾರಿಗಳು ಹಾಜರಿದ್ದರು. [1141,1351,1309,1477]
article-online-game [46,237,565,439]
article-column: ಮಂಡಳಿಯ ಕಪಾಟಿನಲ್ಲಿ ಸಿಕ್ಕಿದೆ ಎಂದು ರಾಜ್ಯದ ಪೊಲೀಸರು ತಿಳಿಸಿದ್ದಾರೆ. ಎಲ್ಲ ದಿಕ್ಕುಗಳಿಂದಲೂ ಪ್ರಕರಣದ ತನಿಖೆ ನಡೆಸಲು ನಾಲ್ವರ ಪೊಲೀಸ್ ತಂಡವನ್ನು ರಚಿಸಲಾಗಿದೆ. ಈ ಸಂಬಂಧ ಇಬ್ಬರು ಸದಸ್ಯರ ತಂಡವನ್ನು ಕರ್ನಾಟಕದ ಗುಲ್ಬರ್ಗಕ್ಕೆ ಕಳುಹಿಸಲಾಗಿದೆ. [399,239,565,365]
headline-nagarakatte [586,169,947,270]
podium-banner-text: BALEKUNDARAGI [999,526,1056,533]
article-education-key [964,602,1487,924]
ad-shoppers-phone[interactable]: Ph:9449871840 [1137,2249,1320,2273]
article-column: ಈ ಸಂದರ್ಭದಲ್ಲಿ ಶಿಕ್ಷಕರು ಮತ್ತು ವಿದ್ಯಾರ್ಥಿಗಳು ಉಪಸ್ಥಿತರಿದ್ದರು. [1146,1994,1311,2028]
headline-line: ಮುಷ್ಕರ ಯಶಸ್ವಿಗೆ ಕರೆ [177,2019,434,2060]
article-separator [964,934,1487,936]
footer-rule [43,2329,1489,2332]
article-jayanti-program [46,1426,565,1944]
